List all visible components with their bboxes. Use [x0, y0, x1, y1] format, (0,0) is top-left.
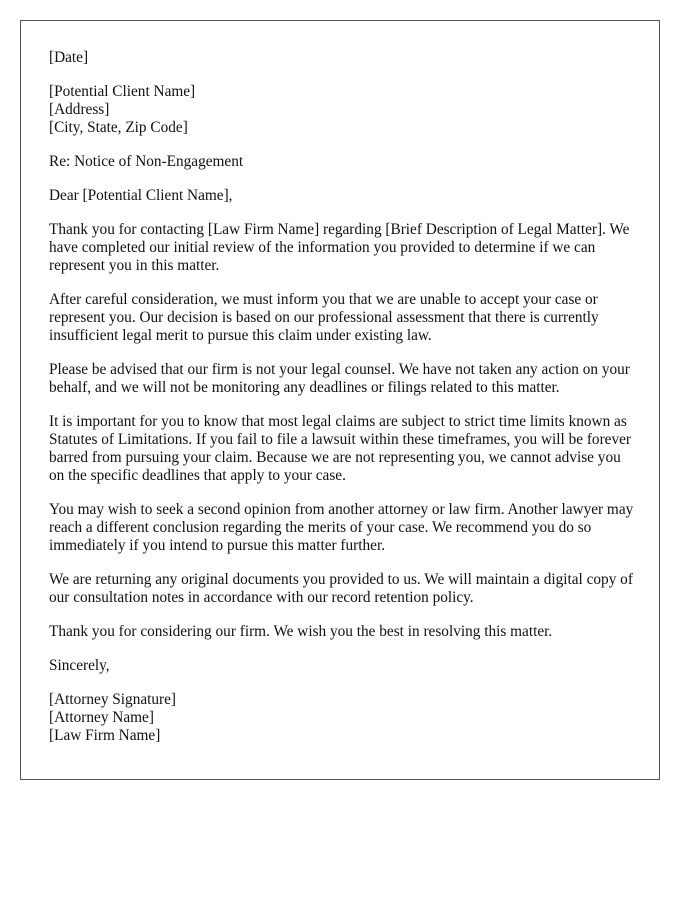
recipient-block	[49, 83, 639, 137]
body-paragraph-4: It is important for you to know that most legal claims are subject to strict time limits known as Statutes of Limitations. If you fail to file a lawsuit within these timeframes, you will be forever barred from pursuing your claim. Because we are not representing you, we cannot advise you on the specific deadlines that apply to your case.	[49, 413, 631, 484]
body-paragraph-6: We are returning any original documents you provided to us. We will maintain a digital copy of our consultation notes in accordance with our record retention policy.	[49, 571, 633, 606]
body-paragraph-7: Thank you for considering our firm. We wish you the best in resolving this matter.	[49, 623, 553, 640]
letter-body	[49, 49, 639, 761]
body-paragraph-1: Thank you for contacting [Law Firm Name] regarding [Brief Description of Legal Matter]. We have completed our initial review of the information you provided to determine if we can represent you in this matter.	[49, 221, 630, 274]
letter-date: [Date]	[49, 49, 89, 66]
attorney-name: [Attorney Name]	[49, 709, 154, 726]
law-firm-name: [Law Firm Name]	[49, 727, 161, 744]
recipient-name: [Potential Client Name]	[49, 83, 196, 100]
letter-page	[20, 20, 660, 780]
letter-closing: Sincerely,	[49, 657, 110, 674]
attorney-signature: [Attorney Signature]	[49, 691, 177, 708]
recipient-address: [Address]	[49, 101, 110, 118]
body-paragraph-5: You may wish to seek a second opinion from another attorney or law firm. Another lawyer may reach a different conclusion regarding the merits of your case. We recommend you do so immediately if you intend to pursue this matter further.	[49, 501, 634, 554]
body-paragraph-3: Please be advised that our firm is not your legal counsel. We have not taken any action on your behalf, and we will not be monitoring any deadlines or filings related to this matter.	[49, 361, 630, 396]
signature-block	[49, 691, 639, 745]
recipient-city-state-zip: [City, State, Zip Code]	[49, 119, 188, 136]
letter-subject: Re: Notice of Non-Engagement	[49, 153, 244, 170]
letter-salutation: Dear [Potential Client Name],	[49, 187, 233, 204]
body-paragraph-2: After careful consideration, we must inform you that we are unable to accept your case or represent you. Our decision is based on our professional assessment that there is currently insufficient legal merit to pursue this claim under existing law.	[49, 291, 599, 344]
